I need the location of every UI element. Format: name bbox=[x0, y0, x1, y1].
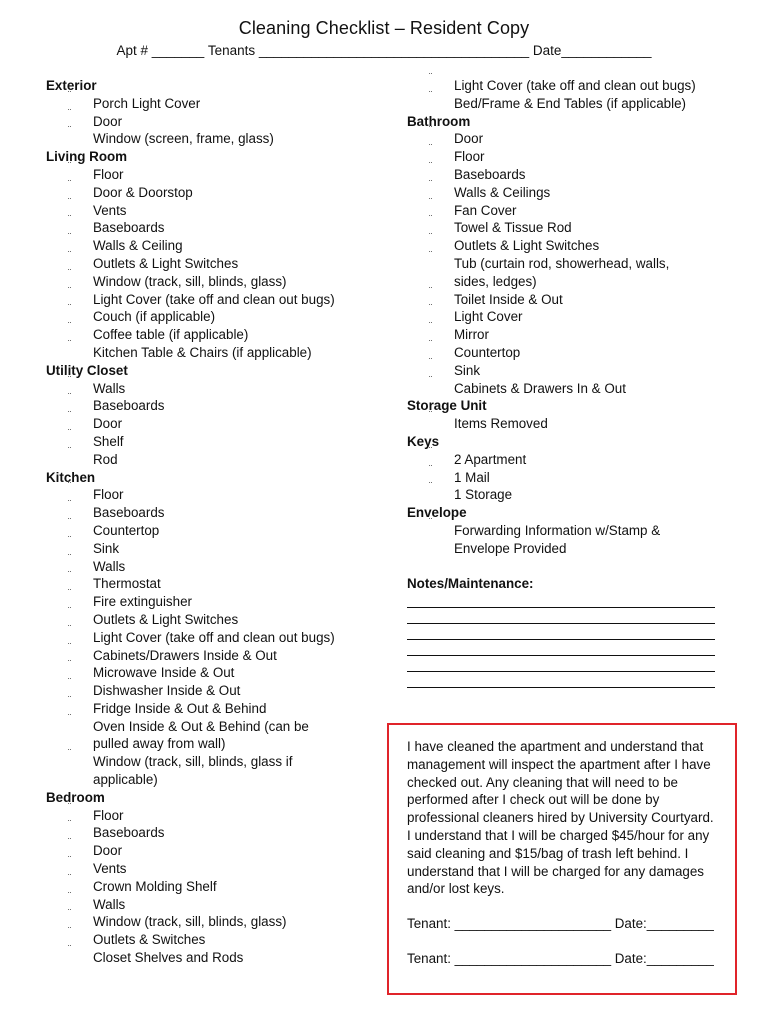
checklist-item-label: Sink bbox=[93, 540, 120, 556]
checklist-item-label: 1 Mail bbox=[454, 469, 490, 485]
checklist-item-label: 2 Apartment bbox=[454, 451, 527, 467]
checklist-item[interactable] bbox=[46, 801, 386, 825]
checkbox-icon[interactable]: ¨ bbox=[68, 605, 72, 617]
checklist-item-label: Door bbox=[93, 113, 123, 129]
checklist-item-label: Coffee table (if applicable) bbox=[93, 327, 249, 343]
checklist-item-label: Baseboards bbox=[93, 398, 165, 414]
checkbox-icon[interactable]: ¨ bbox=[429, 321, 433, 333]
checklist-item-label: Walls bbox=[93, 558, 126, 574]
checklist-item[interactable] bbox=[407, 143, 737, 166]
checklist-item[interactable] bbox=[407, 303, 737, 326]
checkbox-icon[interactable]: ¨ bbox=[429, 125, 433, 137]
checklist-item-label: Couch (if applicable) bbox=[93, 309, 216, 325]
checklist-item[interactable] bbox=[46, 392, 386, 415]
checklist-item-label: Walls & Ceiling bbox=[93, 238, 183, 254]
checklist-item-label: Fire extinguisher bbox=[93, 594, 192, 610]
checkbox-icon[interactable]: ¨ bbox=[429, 89, 433, 101]
checklist-item[interactable] bbox=[46, 872, 386, 896]
checklist-item[interactable] bbox=[407, 178, 737, 202]
checklist-item[interactable] bbox=[46, 249, 386, 273]
checklist-item-label: Sink bbox=[454, 362, 481, 378]
agreement-text: I have cleaned the apartment and understand that management will inspect the apartment after I have checked out. Any cleaning that will need to be performed after I check out will be done by professional cleaners hired by University Courtyard. I understand that I will be charged $45/hour for any said cleaning and $15/bag of trash left behind. I understand that I will be charged for any damages and/or lost keys. bbox=[407, 739, 714, 897]
checkbox-icon[interactable]: ¨ bbox=[68, 570, 72, 582]
checkbox-icon[interactable]: ¨ bbox=[429, 356, 433, 368]
checklist-item-label: Door bbox=[93, 843, 123, 859]
checklist-item[interactable] bbox=[46, 285, 386, 309]
checklist-item[interactable] bbox=[46, 712, 386, 754]
checklist-item-label: Fridge Inside & Out & Behind bbox=[93, 700, 267, 716]
checklist-item-label: Cabinets & Drawers In & Out bbox=[454, 380, 626, 396]
checkbox-icon[interactable]: ¨ bbox=[68, 588, 72, 600]
notes-write-line[interactable] bbox=[407, 672, 715, 688]
checklist-item-label: Thermostat bbox=[93, 576, 161, 592]
checklist-item-label: Vents bbox=[93, 202, 127, 218]
checkbox-icon[interactable]: ¨ bbox=[68, 872, 72, 884]
checklist-item-label: Tub (curtain rod, showerhead, walls, sides, ledges) bbox=[454, 255, 670, 289]
section-heading: Storage Unit bbox=[407, 398, 487, 414]
checkbox-icon[interactable]: ¨ bbox=[429, 249, 433, 261]
checklist-item[interactable] bbox=[407, 125, 737, 148]
checklist-item[interactable] bbox=[46, 410, 386, 433]
checkbox-icon[interactable]: ¨ bbox=[68, 303, 72, 315]
checklist-item[interactable] bbox=[407, 232, 737, 255]
checklist-item-label: Window (track, sill, blinds, glass) bbox=[93, 273, 287, 289]
notes-write-line[interactable] bbox=[407, 656, 715, 672]
checklist-item-label: Floor bbox=[93, 487, 124, 503]
checklist-item[interactable] bbox=[46, 232, 386, 255]
checklist-item[interactable] bbox=[46, 338, 386, 362]
notes-write-line[interactable] bbox=[407, 608, 715, 624]
checklist-item-label: Rod bbox=[93, 451, 118, 467]
checklist-item[interactable] bbox=[46, 321, 386, 344]
checklist-item-label: Outlets & Light Switches bbox=[93, 611, 239, 627]
checklist-item[interactable] bbox=[407, 516, 737, 558]
checklist-item-label: Floor bbox=[454, 149, 485, 165]
checklist-item[interactable] bbox=[46, 196, 386, 220]
checklist-item-label: Closet Shelves and Rods bbox=[93, 950, 244, 966]
checklist-item[interactable] bbox=[46, 267, 386, 291]
checklist-item[interactable] bbox=[46, 908, 386, 931]
checkbox-icon[interactable]: ¨ bbox=[68, 623, 72, 635]
checklist-item[interactable] bbox=[46, 499, 386, 522]
checkbox-icon[interactable]: ¨ bbox=[68, 285, 72, 297]
checklist-item-label: 1 Storage bbox=[454, 487, 513, 503]
notes-write-line[interactable] bbox=[407, 624, 715, 640]
section-heading: Kitchen bbox=[46, 469, 96, 485]
checklist-item[interactable] bbox=[46, 214, 386, 237]
checklist-item[interactable] bbox=[407, 321, 737, 344]
checklist-item[interactable] bbox=[407, 214, 737, 237]
checklist-item-label: Cabinets/Drawers Inside & Out bbox=[93, 647, 277, 663]
right-checklist bbox=[407, 72, 737, 558]
checkbox-icon[interactable]: ¨ bbox=[429, 445, 433, 457]
checklist-item-label: Floor bbox=[93, 166, 124, 182]
checklist-item[interactable] bbox=[46, 107, 386, 131]
right-column bbox=[407, 72, 737, 688]
checkbox-icon[interactable]: ¨ bbox=[429, 516, 433, 528]
checklist-item[interactable] bbox=[46, 303, 386, 326]
checkbox-icon[interactable]: ¨ bbox=[68, 890, 72, 902]
checklist-item[interactable] bbox=[407, 374, 737, 398]
checkbox-icon[interactable]: ¨ bbox=[68, 926, 72, 938]
checklist-item[interactable] bbox=[46, 125, 386, 148]
checkbox-icon[interactable]: ¨ bbox=[68, 374, 72, 386]
checkbox-icon[interactable]: ¨ bbox=[68, 748, 72, 760]
checklist-item-label: Microwave Inside & Out bbox=[93, 665, 235, 681]
checklist-item-label: Kitchen Table & Chairs (if applicable) bbox=[93, 344, 312, 360]
checklist-item[interactable] bbox=[46, 623, 386, 647]
checklist-item-label: Shelf bbox=[93, 433, 124, 449]
checklist-item-label: Crown Molding Shelf bbox=[93, 878, 217, 894]
checklist-item-label: Window (track, sill, blinds, glass) bbox=[93, 914, 287, 930]
checklist-item[interactable] bbox=[407, 338, 737, 362]
section-heading: Bedroom bbox=[46, 789, 105, 805]
checklist-item[interactable] bbox=[407, 249, 737, 291]
checklist-item-label: Vents bbox=[93, 861, 127, 877]
checklist-item[interactable] bbox=[407, 89, 737, 113]
checklist-item[interactable] bbox=[407, 463, 737, 487]
checkbox-icon[interactable]: ¨ bbox=[68, 944, 72, 956]
checkbox-icon[interactable]: ¨ bbox=[429, 143, 433, 155]
checklist-item-label: Bed/Frame & End Tables (if applicable) bbox=[454, 95, 686, 111]
section-heading: Exterior bbox=[46, 78, 97, 93]
checkbox-icon[interactable]: ¨ bbox=[68, 516, 72, 528]
section-heading: Bathroom bbox=[407, 113, 471, 129]
checklist-item[interactable] bbox=[46, 641, 386, 665]
checkbox-icon[interactable]: ¨ bbox=[68, 481, 72, 493]
checklist-item-label: Baseboards bbox=[93, 825, 165, 841]
checkbox-icon[interactable]: ¨ bbox=[429, 178, 433, 190]
checkbox-icon[interactable]: ¨ bbox=[68, 107, 72, 119]
checklist-item-label: Forwarding Information w/Stamp & Envelope Provided bbox=[454, 522, 661, 556]
checkbox-icon[interactable]: ¨ bbox=[68, 499, 72, 511]
checklist-item[interactable] bbox=[407, 445, 737, 469]
checkbox-icon[interactable]: ¨ bbox=[68, 445, 72, 457]
checklist-item-label: Door bbox=[454, 131, 484, 147]
checklist-item[interactable] bbox=[407, 481, 737, 504]
checklist-item-label: Baseboards bbox=[93, 505, 165, 521]
checklist-item-label: Door bbox=[93, 416, 123, 432]
checklist-item[interactable] bbox=[407, 410, 737, 433]
tenant-signature-line-2[interactable]: Tenant: _____________________ Date:_________ bbox=[407, 950, 714, 966]
checklist-item[interactable] bbox=[407, 285, 737, 309]
checklist-item-label: Outlets & Light Switches bbox=[454, 238, 600, 254]
checklist-item-label: Dishwasher Inside & Out bbox=[93, 683, 241, 699]
checkbox-icon[interactable]: ¨ bbox=[429, 285, 433, 297]
checkbox-icon[interactable]: ¨ bbox=[68, 677, 72, 689]
checklist-item[interactable] bbox=[407, 72, 737, 95]
checkbox-icon[interactable]: ¨ bbox=[68, 89, 72, 101]
checklist-item[interactable] bbox=[46, 445, 386, 469]
checkbox-icon[interactable]: ¨ bbox=[429, 160, 433, 172]
checklist-item[interactable] bbox=[46, 588, 386, 611]
section-heading: Keys bbox=[407, 433, 440, 449]
checkbox-icon[interactable]: ¨ bbox=[68, 267, 72, 279]
checkbox-icon[interactable]: ¨ bbox=[429, 481, 433, 493]
checklist-item[interactable] bbox=[46, 855, 386, 878]
agreement-box bbox=[387, 723, 737, 995]
checkbox-icon[interactable]: ¨ bbox=[68, 427, 72, 439]
checklist-item[interactable] bbox=[46, 605, 386, 629]
section-heading: Utility Closet bbox=[46, 362, 128, 378]
checklist-item-label: Baseboards bbox=[93, 220, 165, 236]
section-heading: Envelope bbox=[407, 505, 467, 521]
checklist-item[interactable] bbox=[46, 819, 386, 842]
checkbox-icon[interactable]: ¨ bbox=[429, 374, 433, 386]
section-heading: Living Room bbox=[46, 149, 128, 165]
checklist-item-label: Light Cover (take off and clean out bugs) bbox=[93, 291, 335, 307]
checkbox-icon[interactable]: ¨ bbox=[68, 178, 72, 190]
checklist-item-label: Light Cover (take off and clean out bugs) bbox=[93, 629, 335, 645]
checklist-item[interactable] bbox=[46, 694, 386, 718]
checklist-item[interactable] bbox=[46, 178, 386, 202]
checklist-item[interactable] bbox=[46, 481, 386, 504]
checklist-item[interactable] bbox=[46, 570, 386, 593]
checklist-item-label: Walls bbox=[93, 896, 126, 912]
checklist-item[interactable] bbox=[46, 926, 386, 949]
checkbox-icon[interactable]: ¨ bbox=[68, 125, 72, 137]
checkbox-icon[interactable]: ¨ bbox=[68, 659, 72, 671]
checkbox-icon[interactable]: ¨ bbox=[68, 160, 72, 172]
checklist-item[interactable] bbox=[407, 356, 737, 380]
checklist-item[interactable] bbox=[46, 890, 386, 914]
checklist-item[interactable] bbox=[46, 677, 386, 700]
checklist-item[interactable] bbox=[46, 748, 386, 789]
checklist-item-label: Countertop bbox=[93, 522, 160, 538]
checkbox-icon[interactable]: ¨ bbox=[68, 232, 72, 244]
checklist-item-label: Outlets & Switches bbox=[93, 932, 206, 948]
checklist-item[interactable] bbox=[46, 552, 386, 576]
checkbox-icon[interactable]: ¨ bbox=[429, 232, 433, 244]
checkbox-icon[interactable]: ¨ bbox=[68, 694, 72, 706]
checklist-item-label: Toilet Inside & Out bbox=[454, 291, 563, 307]
checkbox-icon[interactable]: ¨ bbox=[429, 463, 433, 475]
tenant-signature-line-1[interactable]: Tenant: _____________________ Date:_________ bbox=[407, 916, 714, 932]
checklist-item-label: Outlets & Light Switches bbox=[93, 255, 239, 271]
checklist-item-label: Porch Light Cover bbox=[93, 95, 201, 111]
checkbox-icon[interactable]: ¨ bbox=[68, 641, 72, 653]
checklist-item-label: Door & Doorstop bbox=[93, 184, 193, 200]
checklist-item[interactable] bbox=[46, 374, 386, 398]
checkbox-icon[interactable]: ¨ bbox=[68, 338, 72, 350]
checkbox-icon[interactable]: ¨ bbox=[68, 410, 72, 422]
checklist-item-label: Walls bbox=[93, 380, 126, 396]
checklist-item-label: Floor bbox=[93, 807, 124, 823]
checklist-item[interactable] bbox=[46, 944, 386, 967]
checkbox-icon[interactable]: ¨ bbox=[429, 72, 433, 83]
checkbox-icon[interactable]: ¨ bbox=[68, 552, 72, 564]
notes-write-line[interactable] bbox=[407, 640, 715, 656]
checklist-item-label: Walls & Ceilings bbox=[454, 184, 551, 200]
checklist-item[interactable] bbox=[46, 516, 386, 540]
checkbox-icon[interactable]: ¨ bbox=[68, 819, 72, 831]
checklist-item[interactable] bbox=[46, 534, 386, 558]
checklist-item-label: Countertop bbox=[454, 344, 521, 360]
checklist-item[interactable] bbox=[407, 160, 737, 184]
checkbox-icon[interactable]: ¨ bbox=[429, 410, 433, 422]
checklist-item-label: Baseboards bbox=[454, 166, 526, 182]
checklist-item-label: Items Removed bbox=[454, 416, 548, 432]
checklist-item-label: Towel & Tissue Rod bbox=[454, 220, 572, 236]
apt-tenants-date-line: Apt # _______ Tenants ____________________________________ Date____________ bbox=[116, 43, 652, 58]
checkbox-icon[interactable]: ¨ bbox=[68, 908, 72, 920]
notes-lines bbox=[407, 592, 737, 688]
checklist-item-label: Window (screen, frame, glass) bbox=[93, 131, 274, 147]
checklist-item[interactable] bbox=[46, 427, 386, 451]
checkbox-icon[interactable]: ¨ bbox=[68, 214, 72, 226]
checklist-item[interactable] bbox=[46, 160, 386, 184]
checklist-item-label: Mirror bbox=[454, 327, 489, 343]
checklist-item-label: Light Cover bbox=[454, 309, 523, 325]
checkbox-icon[interactable]: ¨ bbox=[68, 321, 72, 333]
checkbox-icon[interactable]: ¨ bbox=[68, 801, 72, 813]
checkbox-icon[interactable]: ¨ bbox=[68, 392, 72, 404]
notes-write-line[interactable] bbox=[407, 592, 715, 608]
notes-title: Notes/Maintenance: bbox=[407, 575, 534, 591]
checkbox-icon[interactable]: ¨ bbox=[68, 712, 72, 724]
checklist-item-label: Fan Cover bbox=[454, 202, 517, 218]
checkbox-icon[interactable]: ¨ bbox=[68, 855, 72, 867]
checklist-item[interactable] bbox=[46, 89, 386, 113]
left-column bbox=[46, 77, 386, 967]
checklist-item-label: Oven Inside & Out & Behind (can be pulled away from wall) bbox=[93, 718, 309, 752]
checklist-item-label: Light Cover (take off and clean out bugs) bbox=[454, 78, 696, 93]
checklist-item-label: Window (track, sill, blinds, glass if applicable) bbox=[93, 754, 293, 788]
checkbox-icon[interactable]: ¨ bbox=[429, 303, 433, 315]
checkbox-icon[interactable]: ¨ bbox=[68, 534, 72, 546]
checkbox-icon[interactable]: ¨ bbox=[429, 196, 433, 208]
checklist-item[interactable] bbox=[46, 837, 386, 860]
checkbox-icon[interactable]: ¨ bbox=[429, 214, 433, 226]
page-title: Cleaning Checklist – Resident Copy bbox=[238, 18, 530, 38]
checkbox-icon[interactable]: ¨ bbox=[68, 249, 72, 261]
checklist-item[interactable] bbox=[46, 659, 386, 682]
checkbox-icon[interactable]: ¨ bbox=[68, 196, 72, 208]
checklist-item[interactable] bbox=[407, 196, 737, 220]
checkbox-icon[interactable]: ¨ bbox=[429, 338, 433, 350]
checkbox-icon[interactable]: ¨ bbox=[68, 837, 72, 849]
